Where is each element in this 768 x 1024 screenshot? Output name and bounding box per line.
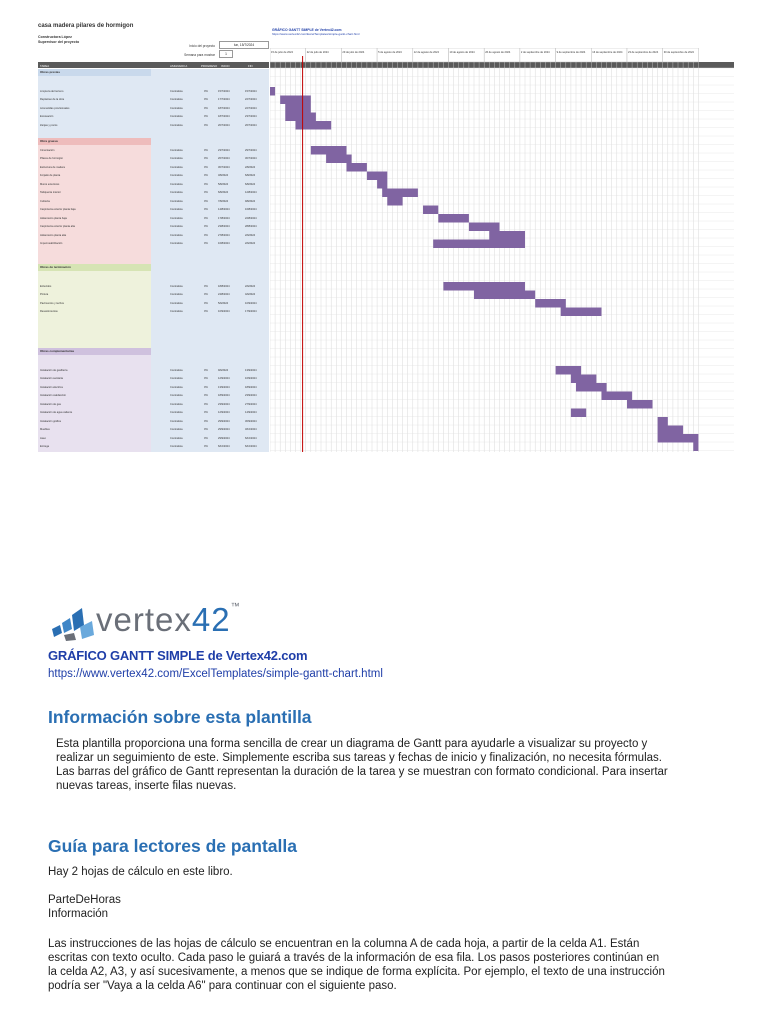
col-assigned: ASIGNADO A [170,63,188,68]
task-start: 12/9/2024 [218,411,230,414]
task-who: Contratista [170,182,183,186]
task-name: Cubierta [40,199,50,203]
company-name: Constructora López [38,35,72,39]
task-row[interactable] [38,231,269,240]
task-who: Contratista [170,106,183,110]
task-pct: 0% [204,411,208,414]
task-row[interactable] [38,96,269,105]
task-who: Contratista [170,301,183,305]
task-pct: 0% [204,182,208,186]
task-pct: 0% [204,394,208,397]
task-name: Estructura de madera [40,165,65,169]
task-end: 6/10/2024 [245,436,257,440]
task-name: Instalación de agua caliente [40,411,73,414]
task-bar [561,308,602,317]
task-end: 4/9/2024 [245,293,256,296]
task-start: 9/9/2024 [218,368,229,372]
task-who: Contratista [170,98,183,101]
task-row[interactable] [38,214,269,223]
task-pct: 0% [204,157,208,160]
task-pct: 0% [204,165,208,169]
task-name: Cimentación [40,148,55,152]
task-bar [326,155,352,164]
task-name: Instalación sanitaria [40,377,63,380]
task-end: 22/7/2024 [245,106,257,110]
task-start: 18/8/2024 [218,284,230,288]
task-row[interactable] [38,443,269,452]
task-bar [489,231,525,240]
task-end: 3/10/2024 [245,428,257,431]
task-pct: 0% [204,293,208,296]
task-bar [296,121,332,130]
task-who: Contratista [170,199,183,203]
task-who: Contratista [170,242,183,245]
task-who: Contratista [170,402,183,406]
task-bar [347,163,367,172]
task-start: 18/7/2024 [218,106,230,110]
task-row[interactable] [38,121,269,130]
task-start: 6/8/2024 [218,191,229,194]
task-table-header [38,62,269,68]
guide-sheet-name-2: Información [48,908,109,920]
task-end: 18/9/2024 [245,385,257,389]
week-header-label: 15 de julio de 2024 [271,51,293,54]
week-header-label: 29 de julio de 2024 [342,51,365,54]
task-start: 23/7/2024 [218,148,230,152]
task-pct: 0% [204,233,208,237]
task-start: 10/9/2024 [218,310,230,313]
task-end: 13/9/2024 [245,368,257,372]
task-who: Contratista [170,284,183,288]
task-start: 24/8/2024 [218,293,230,296]
task-bar [535,299,566,308]
task-end: 10/9/2024 [245,301,257,305]
brand-title-link[interactable]: GRÁFICO GANTT SIMPLE de Vertex42.com [48,648,308,663]
week-header-label: 12 de agosto de 2024 [413,51,439,54]
task-name: Revestimientos [40,310,58,313]
task-bar [270,87,275,96]
sheet-brand-url[interactable]: https://www.vertex42.com/ExcelTemplates/simple-gantt-chart.html [272,32,360,36]
guide-sheet-count: Hay 2 hojas de cálculo en este libro. [48,866,233,878]
task-name: Entrega [40,445,50,448]
task-start: 23/9/2024 [218,402,230,406]
task-end: 22/7/2024 [245,98,257,101]
task-who: Contratista [170,225,183,228]
task-name: Instalación eléctrica [40,385,63,389]
task-end: 14/9/2024 [245,411,257,414]
task-start: 27/8/2024 [218,233,230,237]
task-row[interactable] [38,189,269,198]
task-row[interactable] [38,223,269,232]
task-row[interactable] [38,172,269,181]
task-who: Contratista [170,368,183,372]
gantt-chart [270,48,734,452]
task-start: 6/10/2024 [218,445,230,448]
task-end: 22/8/2024 [245,216,257,220]
task-row[interactable] [38,155,269,164]
task-start: 14/8/2024 [218,208,230,211]
task-pct: 0% [204,436,208,440]
task-pct: 0% [204,428,208,431]
task-end: 27/9/2024 [245,402,257,406]
col-progress: PROGRESO [201,63,218,68]
task-name: Instalación calefacción [40,394,67,397]
project-start-field[interactable]: lun, 15/7/2024 [219,41,269,49]
task-end: 2/8/2024 [245,165,256,169]
task-pct: 0% [204,385,208,389]
task-bar [433,240,525,249]
task-end: 28/8/2024 [245,225,257,228]
task-bar [285,113,316,122]
task-row[interactable] [38,282,269,291]
task-row[interactable] [38,104,269,113]
display-week-field[interactable]: 1 [219,50,233,58]
project-manager: Supervisor del proyecto [38,40,80,44]
task-pct: 0% [204,284,208,288]
task-pct: 0% [204,445,208,448]
task-bar [469,223,500,232]
task-name: Limpieza del terreno [40,89,64,93]
task-row[interactable] [38,308,269,317]
task-row[interactable] [38,240,269,249]
task-start: 18/7/2024 [218,115,230,118]
task-row[interactable] [38,197,269,206]
section-title: Obras previas [38,69,151,76]
task-bar [377,180,387,189]
task-start: 17/8/2024 [218,216,230,220]
week-header-label: 2 de septiembre de 2024 [520,51,550,54]
task-pct: 0% [204,148,208,152]
task-end: 9/8/2024 [245,199,256,203]
project-start-label: Inicio del proyecto [189,44,215,48]
week-header-label: 9 de septiembre de 2024 [556,51,586,54]
task-end: 16/8/2024 [245,208,257,211]
task-pct: 0% [204,208,208,211]
task-name: Acometidas provisionales [40,106,70,110]
task-who: Contratista [170,216,183,220]
task-start: 15/7/2024 [218,89,230,93]
task-who: Contratista [170,377,183,380]
task-pct: 0% [204,301,208,305]
task-start: 7/8/2024 [218,199,229,203]
task-name: Enlucidos [40,284,52,288]
task-bar [602,392,633,401]
task-pct: 0% [204,174,208,177]
task-name: Carpintería exterior planta baja [40,208,76,211]
task-name: Instalación gráfica [40,419,61,423]
task-bar [474,291,535,300]
task-bar [367,172,387,181]
task-row[interactable] [38,163,269,172]
task-who: Contratista [170,115,183,118]
task-row[interactable] [38,291,269,300]
week-header-label: 26 de agosto de 2024 [485,51,511,54]
logo-word: vertex [96,601,192,638]
section-title: Obras complementarias [38,348,151,355]
task-who: Contratista [170,165,183,169]
task-bar [658,426,684,435]
task-who: Contratista [170,419,183,423]
task-end: 17/9/2024 [245,310,257,313]
task-who: Contratista [170,428,183,431]
display-week-label: Semana para mostrar [184,53,215,57]
task-name: Muebles [40,428,50,431]
task-name: Tabiquería interior [40,191,61,194]
week-header-label: 30 de septiembre de 2024 [663,51,694,54]
task-who: Contratista [170,174,183,177]
task-start: 5/8/2024 [218,182,229,186]
task-row[interactable] [38,400,269,409]
task-end: 2/9/2024 [245,242,256,245]
task-pct: 0% [204,368,208,372]
vertex42-logo-text [96,601,241,639]
task-end: 15/7/2024 [245,89,257,93]
task-who: Contratista [170,436,183,440]
task-row[interactable] [38,383,269,392]
task-who: Contratista [170,385,183,389]
col-end: FIN [248,63,253,68]
task-pct: 0% [204,98,208,101]
task-end: 23/7/2024 [245,115,257,118]
logo-trademark: ™ [230,601,241,611]
task-start: 29/9/2024 [218,436,230,440]
task-row[interactable] [38,434,269,443]
task-bar [576,383,607,392]
task-bar [382,189,418,198]
task-pct: 0% [204,89,208,93]
task-who: Contratista [170,394,183,397]
guide-body: Las instrucciones de las hojas de cálculo se encuentran en la columna A de cada hoja, a partir de la celda A1. Están escritas con texto oculto. Cada paso le guiará a través de la información de esa fila. Los pasos posteriores continúan en la celda A2, A3, y así sucesivamente, a menos que se indique de forma explícita. Por ejemplo, el texto de una instrucción podría ser "Vaya a la celda A6" para continuar con el siguiente paso. [48,938,665,992]
task-who: Contratista [170,89,183,93]
task-name: Pintura [40,293,49,296]
task-name: Pavimentos y techos [40,301,64,305]
task-start: 13/9/2024 [218,385,230,389]
task-start: 20/7/2024 [218,123,230,127]
guide-heading: Guía para lectores de pantalla [48,836,297,856]
task-start: 23/8/2024 [218,225,230,228]
task-name: Excavación [40,115,54,118]
task-pct: 0% [204,377,208,380]
task-start: 26/7/2024 [218,157,230,160]
task-pct: 0% [204,106,208,110]
task-pct: 0% [204,225,208,228]
task-who: Contratista [170,191,183,194]
task-pct: 0% [204,199,208,203]
task-bar [443,282,525,291]
week-header-label: 5 de agosto de 2024 [378,51,402,54]
gantt-background [270,68,734,452]
task-start: 16/8/2024 [218,242,230,245]
section-title: Obras de terminación [38,264,151,271]
week-header-label: 22 de julio de 2024 [306,51,329,54]
day-header-band [270,62,734,68]
task-start: 29/9/2024 [218,419,230,423]
vertex42-logo-icon [50,605,96,641]
task-end: 26/7/2024 [245,123,257,127]
task-who: Contratista [170,445,183,448]
about-body: Esta plantilla proporciona una forma sencilla de crear un diagrama de Gantt para ayudarle a visualizar su proyecto y realizar un seguimiento de este. Simplemente escriba sus tareas y fechas de inicio y finalización, no necesita fórmulas. Las barras del gráfico de Gantt representan la duración de la tarea y se muestran con formato condicional. Para insertar nuevas tareas, inserte filas nuevas. [56,738,668,792]
task-pct: 0% [204,216,208,220]
task-name: Aislamiento planta alta [40,233,67,237]
guide-sheet-name-1: ParteDeHoras [48,894,121,906]
task-start: 18/9/2024 [218,394,230,397]
task-row[interactable] [38,392,269,401]
task-bar [571,375,597,384]
task-who: Contratista [170,233,183,237]
task-end: 6/8/2024 [245,182,256,186]
task-name: Instalación de gasfitería [40,368,68,372]
task-row[interactable] [38,426,269,435]
task-start: 5/9/2024 [218,301,229,305]
task-name: Aislamiento planta baja [40,216,67,220]
task-bar [571,409,586,418]
task-bar [423,206,438,215]
task-start: 3/8/2024 [218,174,229,177]
task-row[interactable] [38,113,269,122]
task-start: 12/9/2024 [218,377,230,380]
task-pct: 0% [204,191,208,194]
week-header-label: 16 de septiembre de 2024 [592,51,623,54]
task-row[interactable] [38,87,269,96]
task-start: 17/7/2024 [218,98,230,101]
task-bar [280,96,311,105]
task-who: Contratista [170,208,183,211]
task-end: 12/8/2024 [245,191,257,194]
task-end: 30/9/2024 [245,419,257,423]
task-pct: 0% [204,402,208,406]
task-name: Impermeabilización [40,242,63,245]
task-name: Replanteo de la obra [40,98,65,101]
task-name: Muros exteriores [40,182,60,186]
task-end: 23/9/2024 [245,394,257,397]
task-who: Contratista [170,411,183,414]
task-pct: 0% [204,242,208,245]
task-row[interactable] [38,409,269,418]
task-pct: 0% [204,419,208,423]
task-bar [387,197,402,206]
task-row[interactable] [38,180,269,189]
task-name: Aseo [40,436,46,440]
task-who: Contratista [170,293,183,296]
task-row[interactable] [38,417,269,426]
task-bar [658,417,668,426]
task-bar [285,104,311,113]
task-end: 30/7/2024 [245,157,257,160]
task-who: Contratista [170,123,183,127]
logo-number: 42 [191,601,231,638]
task-end: 2/9/2024 [245,233,256,237]
task-row[interactable] [38,206,269,215]
task-bar [556,366,582,375]
task-who: Contratista [170,157,183,160]
task-row[interactable] [38,146,269,155]
task-name: Forjado de planta [40,174,61,177]
week-header-label: 19 de agosto de 2024 [449,51,475,54]
task-bar [693,443,698,452]
task-name: Zanjas y pozos [40,123,58,127]
task-row[interactable] [38,375,269,384]
task-name: Instalación de gas [40,402,61,406]
task-who: Contratista [170,310,183,313]
task-end: 6/10/2024 [245,445,257,448]
brand-url-link[interactable]: https://www.vertex42.com/ExcelTemplates/simple-gantt-chart.html [48,668,383,680]
sheet-brand-link[interactable]: GRÁFICO GANTT SIMPLE de Vertex42.com [272,28,342,32]
task-bar [311,146,347,155]
task-pct: 0% [204,115,208,118]
task-name: Pilares de hormigón [40,157,64,160]
task-bar [627,400,653,409]
col-task: TAREA [40,63,50,68]
task-start: 29/9/2024 [218,428,230,431]
week-header-label: 23 de septiembre de 2024 [628,51,659,54]
task-end: 6/8/2024 [245,174,256,177]
about-heading: Información sobre esta plantilla [48,707,312,727]
col-start: INICIO [221,63,230,68]
sheet-title: casa madera pilares de hormigon [38,23,134,29]
task-end: 2/9/2024 [245,284,256,288]
task-row[interactable] [38,366,269,375]
task-who: Contratista [170,148,183,152]
task-end: 29/7/2024 [245,148,257,152]
task-name: Carpintería exterior planta alta [40,225,75,228]
task-bar [438,214,469,223]
task-start: 30/7/2024 [218,165,230,169]
section-title: Obra gruesa [38,138,151,145]
task-row[interactable] [38,299,269,308]
task-bar [658,434,699,443]
task-end: 16/9/2024 [245,377,257,380]
gantt-grid [270,48,734,452]
task-pct: 0% [204,310,208,313]
task-pct: 0% [204,123,208,127]
